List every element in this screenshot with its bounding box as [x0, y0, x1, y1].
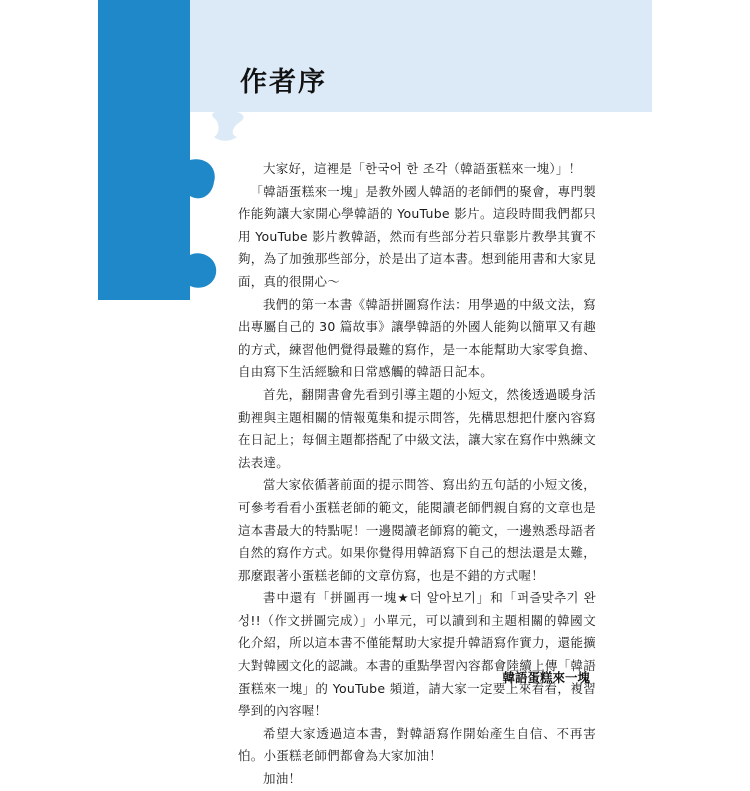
preface-paragraph: 當大家依循著前面的提示問答、寫出約五句話的小短文後，可參考看看小蛋糕老師的範文，能閱讀老師們親自寫的文章也是這本書最大的特點呢！一邊閱讀老師寫的範文，一邊熟悉母語者自然的寫作方式。如果你覺得用韓語寫下自己的想法還是太難，那麼跟著小蛋糕老師的文章仿寫，也是不錯的方式喔！	[238, 477, 596, 583]
preface-paragraph: 希望大家透過這本書，對韓語寫作開始產生自信、不再害怕。小蛋糕老師們都會為大家加油！	[238, 725, 596, 764]
preface-paragraph: 首先，翻開書會先看到引導主題的小短文，然後透過暖身活動裡與主題相關的情報蒐集和提示問答，先構思想把什麼內容寫在日記上；每個主題都搭配了中級文法，讓大家在寫作中熟練文法表達。	[238, 386, 596, 470]
author-signature: 韓語蛋糕來一塊	[502, 670, 590, 685]
preface-paragraph: 「韓語蛋糕來一塊」是教外國人韓語的老師們的聚會，專門製作能夠讓大家開心學韓語的 YouTube 影片。這段時間我們都只用 YouTube 影片教韓語，然而有些部分若只靠影片教學其實不夠，為了加強那些部分，於是出了這本書。想到能用書和大家見面，真的很開心～	[238, 183, 596, 289]
preface-paragraph: 我們的第一本書《韓語拼圖寫作法：用學過的中級文法，寫出專屬自己的 30 篇故事》讓學韓語的外國人能夠以簡單又有趣的方式，練習他們覺得最難的寫作，是一本能幫助大家零負擔、自由寫下生活經驗和日常感觸的韓語日記本。	[238, 296, 596, 380]
preface-body	[238, 158, 596, 791]
page-title: 作者序	[240, 67, 327, 98]
preface-paragraph: 書中還有「拼圖再一塊★더 알아보기」和「퍼즐맞추기 완성!!（作文拼圖完成）」小單元，可以讀到和主題相關的韓國文化介紹，所以這本書不僅能幫助大家提升韓語寫作實力，還能擴大對韓國文化的認識。本書的重點學習內容都會陸續上傳「韓語蛋糕來一塊」的 YouTube 頻道，請大家一定要上來看看，複習學到的內容喔！	[238, 590, 596, 719]
preface-paragraph: 大家好，這裡是「한국어 한 조각（韓語蛋糕來一塊）」！	[263, 161, 582, 176]
preface-paragraph: 加油！	[263, 771, 302, 787]
